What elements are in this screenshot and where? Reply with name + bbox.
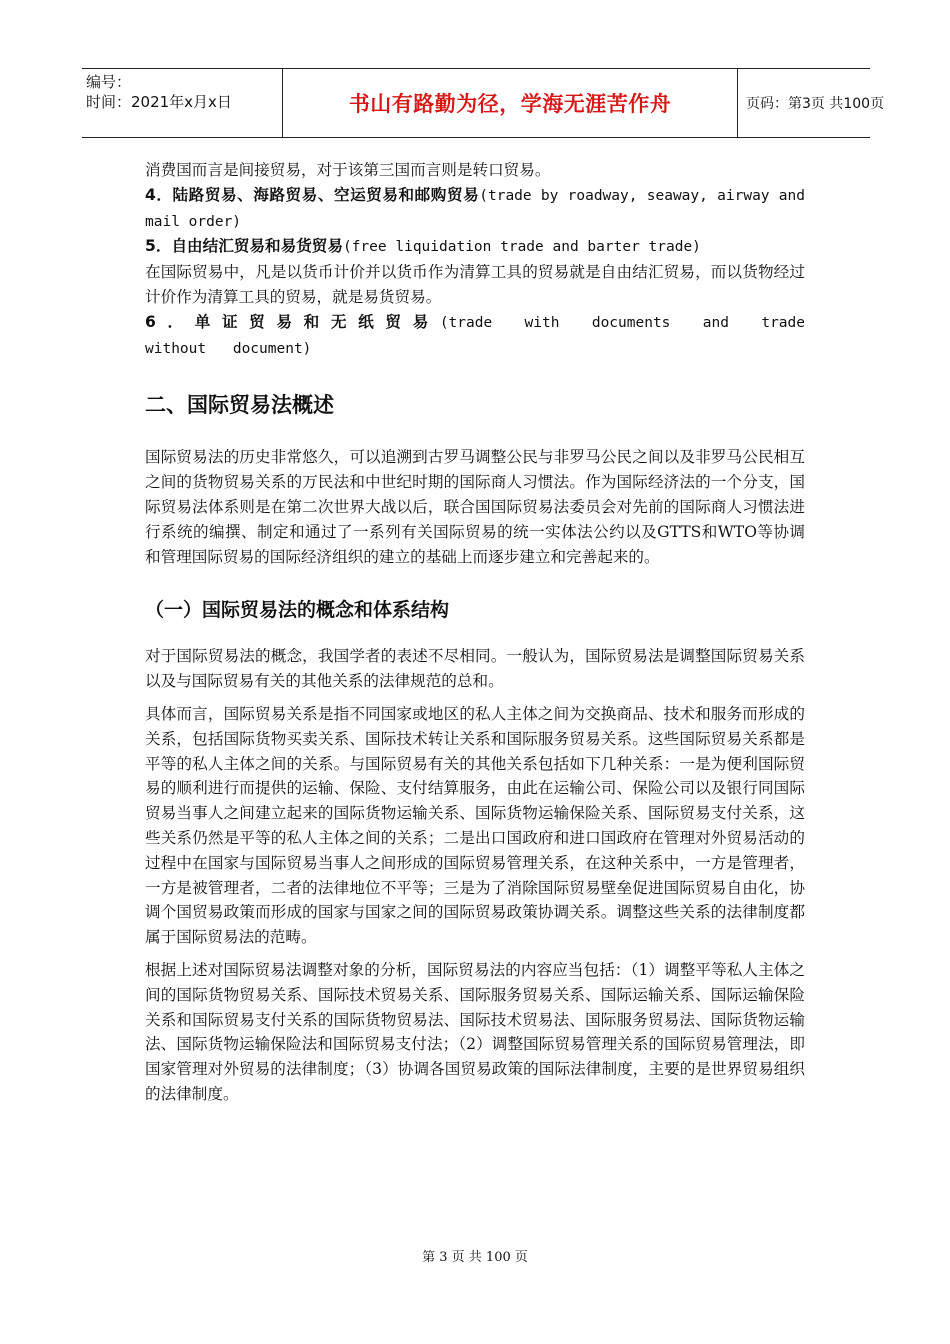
time-label: 时间：2021年x月x日 <box>86 93 232 111</box>
motto-text: 书山有路勤为径，学海无涯苦作舟 <box>348 92 672 116</box>
paragraph-contents: 根据上述对国际贸易法调整对象的分析，国际贸易法的内容应当包括：（1）调整平等私人主体之间的国际货物贸易关系、国际技术贸易关系、国际服务贸易关系、国际运输关系、国际运输保险关系和国际贸易支付关系的国际货物贸易法、国际技术贸易法、国际服务贸易法、国际货物运输法、国际货物运输保险法和国际贸易支付法；（2）调整国际贸易管理关系的国际贸易管理法，即国家管理对外贸易的法律制度；（3）协调各国贸易政策的国际法律制度，主要的是世界贸易组织的法律制度。 <box>145 960 805 1103</box>
list-item-5-english: (free liquidation trade and barter trade) <box>342 239 701 256</box>
list-item-6-label: 6．单证贸易和无纸贸易 <box>145 312 440 331</box>
subsection-1-heading: （一）国际贸易法的概念和体系结构 <box>145 599 450 622</box>
paragraph-relations: 具体而言，国际贸易关系是指不同国家或地区的私人主体之间为交换商品、技术和服务而形成的关系，包括国际货物买卖关系、国际技术转让关系和国际服务贸易关系。这些国际贸易关系都是平等的私人主体之间的关系。与国际贸易有关的其他关系包括如下几种关系：一是为便利国际贸易的顺利进行而提供的运输、保险、支付结算服务，由此在运输公司、保险公司以及银行同国际贸易当事人之间建立起来的国际货物运输关系、国际货物运输保险关系、国际贸易支付关系，这些关系仍然是平等的私人主体之间的关系；二是出口国政府和进口国政府在管理对外贸易活动的过程中在国家与国际贸易当事人之间形成的国际贸易管理关系，在这种关系中，一方是管理者，一方是被管理者，二者的法律地位不平等；三是为了消除国际贸易壁垒促进国际贸易自由化，协调个国贸易政策而形成的国家与国家之间的国际贸易政策协调关系。调整这些关系的法律制度都属于国际贸易法的范畴。 <box>145 704 805 947</box>
list-item-6 <box>145 310 805 362</box>
list-item-5-description: 在国际贸易中，凡是以货币计价并以货币作为清算工具的贸易就是自由结汇贸易，而以货物经过计价作为清算工具的贸易，就是易货贸易。 <box>145 263 805 306</box>
list-item-5 <box>145 234 805 260</box>
list-item-4-label: 4．陆路贸易、海路贸易、空运贸易和邮购贸易 <box>145 185 480 204</box>
header-motto-cell <box>282 69 738 137</box>
header-meta <box>82 69 282 137</box>
header-page-info: 页码：第3页 共100页 <box>746 96 885 112</box>
section-2-heading: 二、国际贸易法概述 <box>145 393 334 418</box>
list-item-6-english: (trade with documents and trade without document) <box>145 314 805 357</box>
page-header <box>82 68 885 138</box>
page-footer: 第 3 页 共 100 页 <box>422 1250 528 1265</box>
number-label: 编号： <box>86 73 132 91</box>
list-item-4 <box>145 183 805 235</box>
list-item-4-english: (trade by roadway, seaway, airway and mail order) <box>145 187 805 230</box>
paragraph-continuation: 消费国而言是间接贸易，对于该第三国而言则是转口贸易。 <box>145 161 551 179</box>
document-body <box>145 158 805 1107</box>
section-2-paragraph: 国际贸易法的历史非常悠久，可以追溯到古罗马调整公民与非罗马公民之间以及非罗马公民相互之间的货物贸易关系的万民法和中世纪时期的国际商人习惯法。作为国际经济法的一个分支，国际贸易法体系则是在第二次世界大战以后，联合国国际贸易法委员会对先前的国际商人习惯法进行系统的编撰、制定和通过了一系列有关国际贸易的统一实体法公约以及GTTS和WTO等协调和管理国际贸易的国际经济组织的建立的基础上而逐步建立和完善起来的。 <box>145 448 805 566</box>
list-item-5-label: 5．自由结汇贸易和易货贸易 <box>145 237 343 256</box>
paragraph-definition: 对于国际贸易法的概念，我国学者的表述不尽相同。一般认为，国际贸易法是调整国际贸易关系以及与国际贸易有关的其他关系的法律规范的总和。 <box>145 647 805 691</box>
